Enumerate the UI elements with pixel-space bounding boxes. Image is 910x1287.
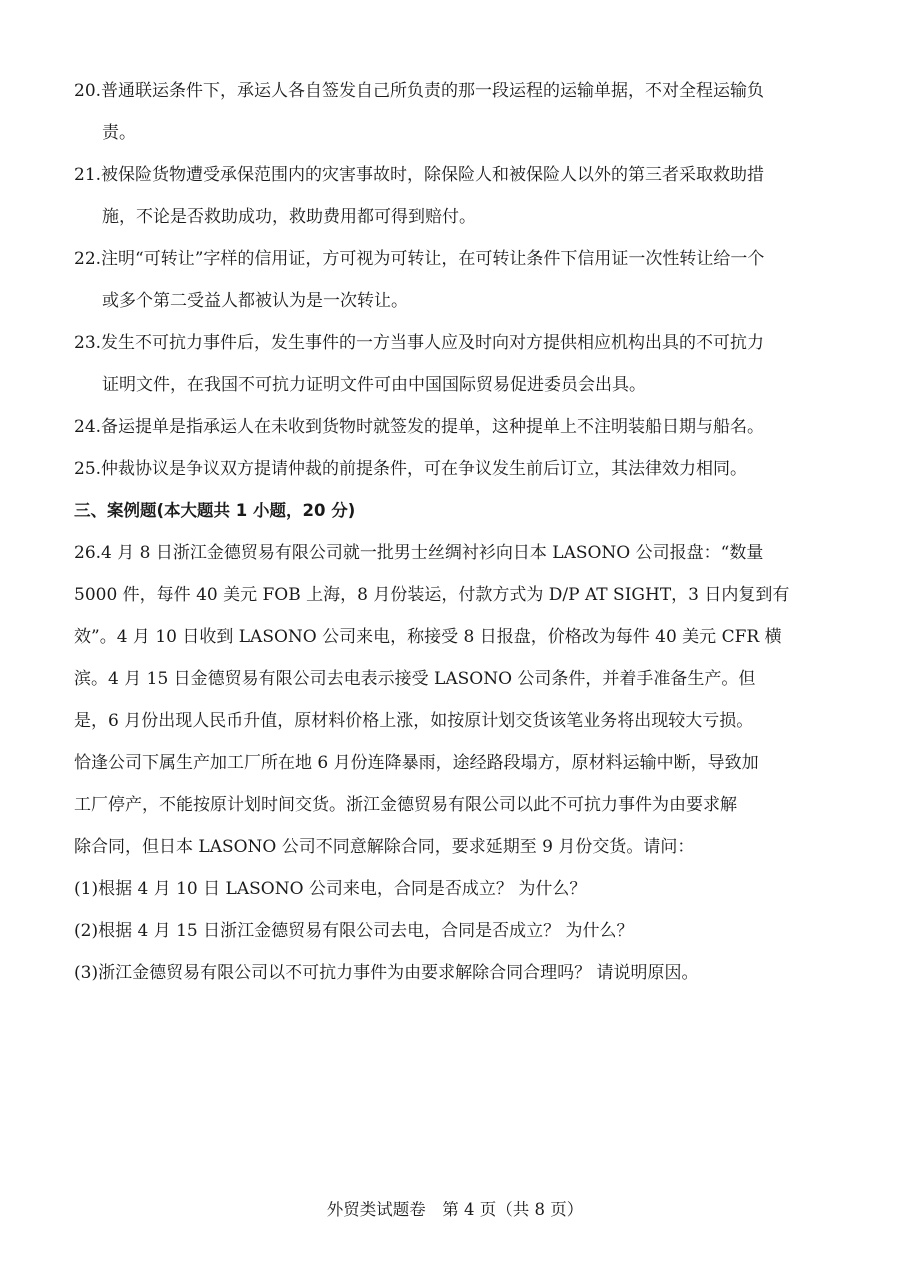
item-line [74,322,822,364]
item-number: 25. [74,459,102,479]
item-line [74,70,822,112]
true-false-item-25 [74,448,822,490]
true-false-item-20 [74,70,822,154]
item-number: 23. [74,333,102,353]
true-false-item-23 [74,322,822,406]
true-false-item-24 [74,406,822,448]
item-continuation: 施，不论是否救助成功，救助费用都可得到赔付。 [102,207,476,227]
item-continuation: 或多个第二受益人都被认为是一次转让。 [102,291,408,311]
item-text: 仲裁协议是争议双方提请仲裁的前提条件，可在争议发生前后订立，其法律效力相同。 [101,459,748,479]
case-line: 是，6 月份出现人民币升值，原材料价格上涨，如按原计划交货该笔业务将出现较大亏损。 [74,711,754,731]
item-line [74,238,822,280]
case-line: 恰逢公司下属生产加工厂所在地 6 月份连降暴雨，途经路段塌方，原材料运输中断，导致加 [74,753,759,773]
item-text: 被保险货物遭受承保范围内的灾害事故时，除保险人和被保险人以外的第三者采取救助措 [101,165,765,185]
item-text: 普通联运条件下，承运人各自签发自己所负责的那一段运程的运输单据，不对全程运输负 [101,81,765,101]
case-line: 工厂停产，不能按原计划时间交货。浙江金德贸易有限公司以此不可抗力事件为由要求解 [74,795,737,815]
item-number: 20. [74,81,102,101]
case-line: 5000 件，每件 40 美元 FOB 上海，8 月份装运，付款方式为 D/P AT SIGHT，3 日内复到有 [74,585,790,605]
item-number: 24. [74,417,102,437]
case-question-2: (2)根据 4 月 15 日浙江金德贸易有限公司去电，合同是否成立？ 为什么？ [74,921,634,941]
item-number: 22. [74,249,102,269]
item-line [74,448,822,490]
true-false-item-21 [74,154,822,238]
case-line: 除合同，但日本 LASONO 公司不同意解除合同，要求延期至 9 月份交货。请问： [74,837,695,857]
item-text: 发生不可抗力事件后，发生事件的一方当事人应及时向对方提供相应机构出具的不可抗力 [101,333,765,353]
item-text: 注明“可转让”字样的信用证，方可视为可转让，在可转让条件下信用证一次性转让给一个 [101,249,765,269]
item-continuation: 责。 [102,123,136,143]
case-question-3: (3)浙江金德贸易有限公司以不可抗力事件为由要求解除合同合理吗？ 请说明原因。 [74,963,699,983]
item-number: 21. [74,165,102,185]
case-line: 26.4 月 8 日浙江金德贸易有限公司就一批男士丝绸衬衫向日本 LASONO 公司报盘：“数量 [74,543,764,563]
case-study-26 [74,532,822,868]
true-false-item-22 [74,238,822,322]
item-line [74,154,822,196]
case-line: 效”。4 月 10 日收到 LASONO 公司来电，称接受 8 日报盘，价格改为每件 40 美元 CFR 横 [74,627,782,647]
case-question-1: (1)根据 4 月 10 日 LASONO 公司来电，合同是否成立？ 为什么？ [74,879,587,899]
item-text: 备运提单是指承运人在未收到货物时就签发的提单，这种提单上不注明装船日期与船名。 [101,417,765,437]
page-footer: 外贸类试题卷 第 4 页（共 8 页） [326,1200,584,1219]
case-line: 滨。4 月 15 日金德贸易有限公司去电表示接受 LASONO 公司条件，并着手准备生产。但 [74,669,756,689]
item-continuation: 证明文件，在我国不可抗力证明文件可由中国国际贸易促进委员会出具。 [102,375,646,395]
section-title: 三、案例题(本大题共 1 小题，20 分) [74,501,356,520]
item-line [74,406,822,448]
page-content [74,70,822,994]
